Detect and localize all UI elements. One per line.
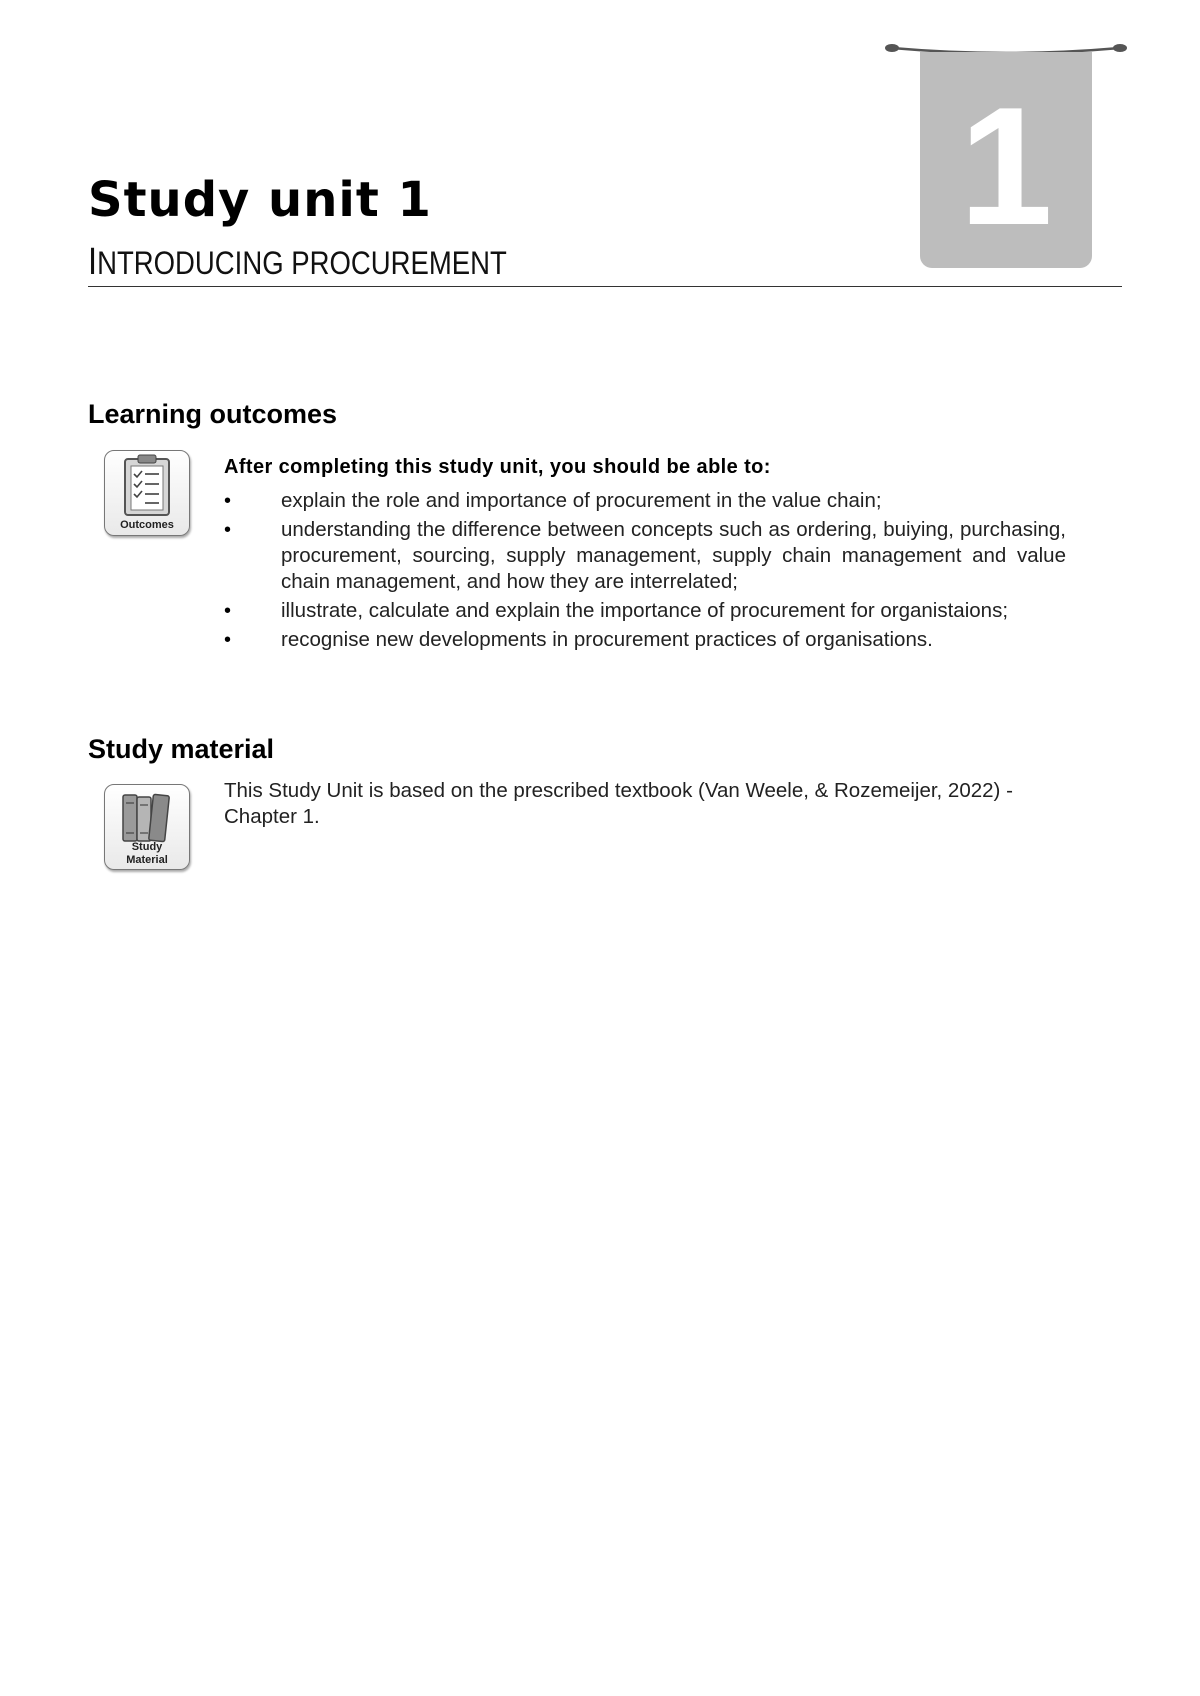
page-title: Study unit 1 [88,172,432,228]
subtitle-rest: NTRODUCING PROCUREMENT [97,245,507,281]
outcome-text: illustrate, calculate and explain the importance of procurement for organistaions; [281,599,1009,622]
outcomes-intro: After completing this study unit, you should be able to: [224,456,771,478]
list-item [224,517,1066,595]
unit-number: 1 [959,72,1053,260]
bullet: • [224,519,232,541]
outcomes-list [224,488,1066,653]
study-material-heading: Study material [88,734,275,764]
unit-number-tab [920,52,1092,268]
learning-outcomes-heading: Learning outcomes [88,399,338,429]
outcomes-icon [104,450,190,536]
bullet: • [224,629,232,651]
study-material-text: This Study Unit is based on the prescribed textbook (Van Weele, & Rozemeijer, 2022) - Chapter 1. [224,779,1013,828]
study-material-icon-label-2: Material [126,854,168,866]
outcome-text: recognise new developments in procurement practices of organisations. [281,628,933,651]
subtitle-first-letter: I [88,241,98,283]
list-item [224,488,1066,514]
header-divider [88,286,1122,287]
outcome-text: explain the role and importance of procurement in the value chain; [281,489,882,512]
outcomes-icon-label: Outcomes [120,519,174,531]
bullet: • [224,490,232,512]
list-item [224,627,1066,653]
page-subtitle [88,240,507,285]
study-material-icon [104,784,190,870]
bullet: • [224,600,232,622]
outcome-text: understanding the difference between concepts such as ordering, buiying, purchasing, procurement, sourcing, supply management, supply chain management and value chain management, and how they are interrelated; [281,518,1066,593]
list-item [224,598,1066,624]
study-material-icon-label-1: Study [131,841,163,853]
learning-outcomes-content [224,454,1066,656]
